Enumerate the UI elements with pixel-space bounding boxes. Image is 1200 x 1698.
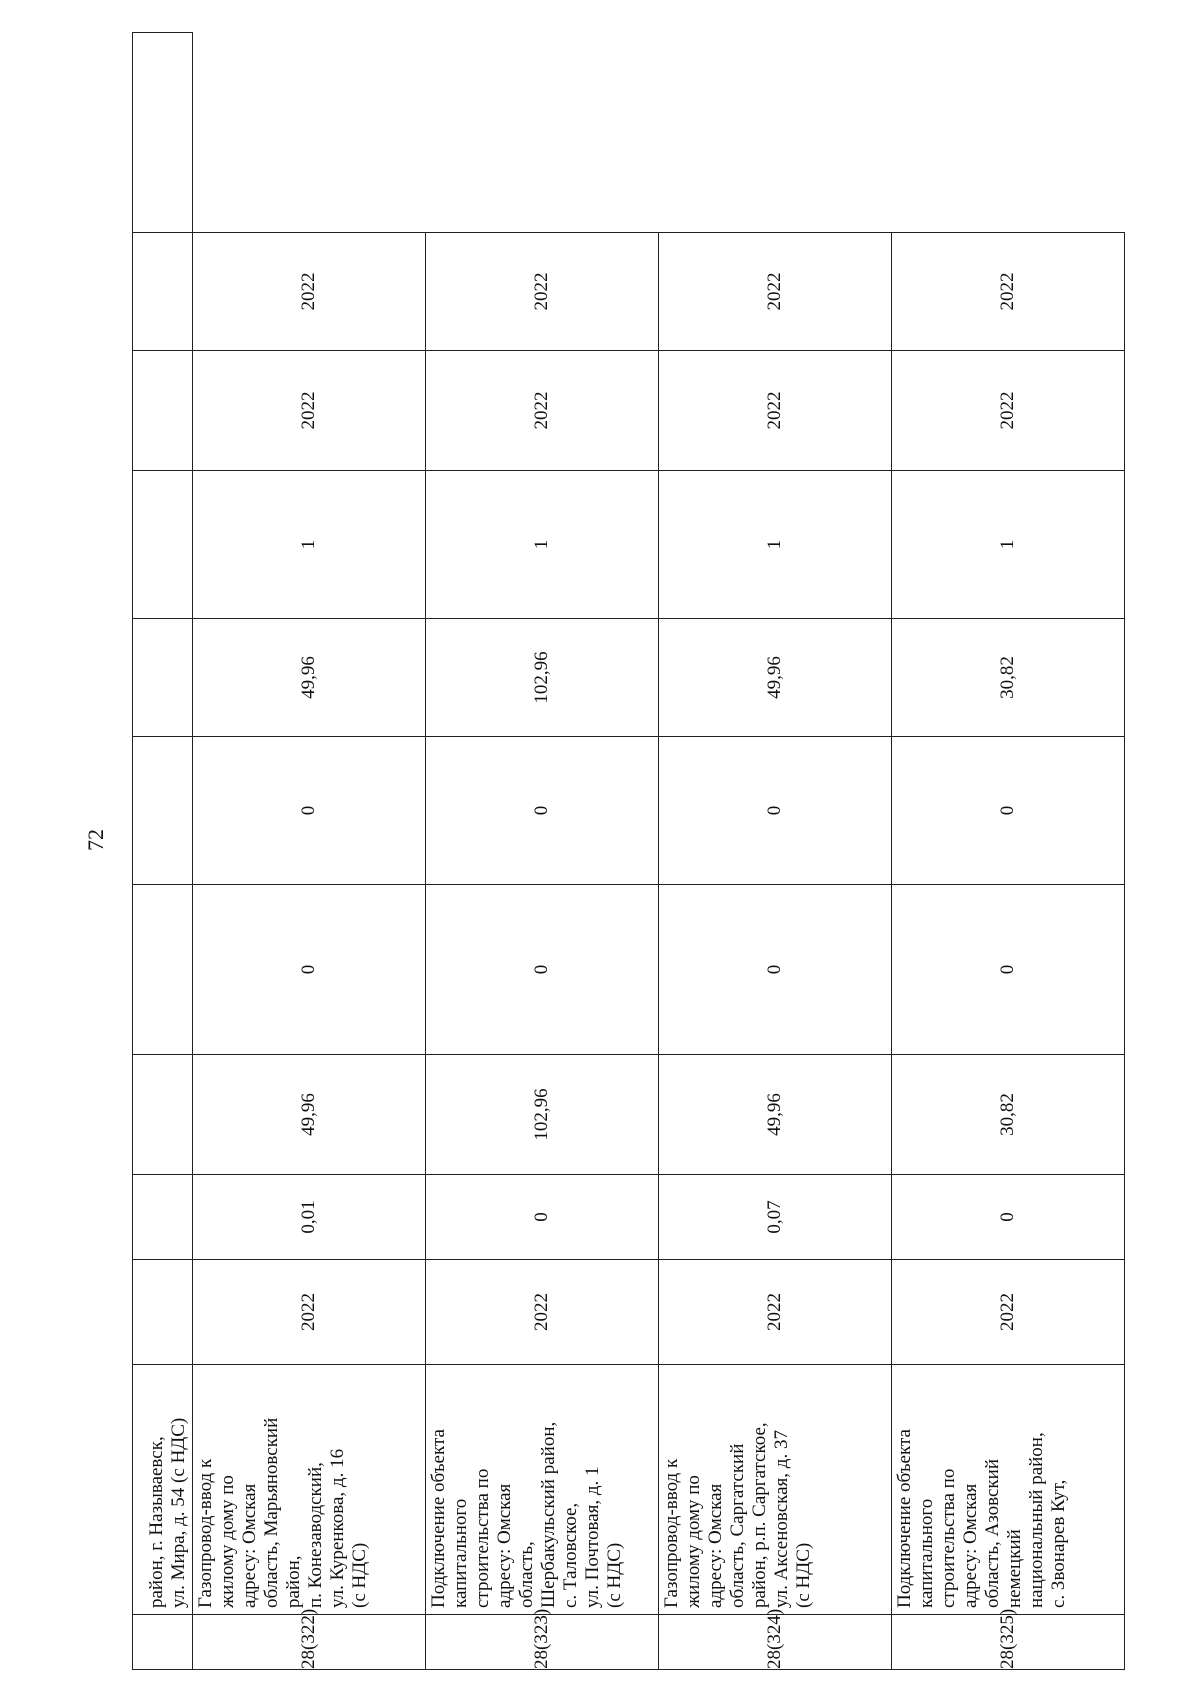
table-row [426, 33, 659, 1670]
table-row [892, 33, 1125, 1670]
address-line: строительства по [472, 1468, 493, 1608]
row-id-cell: 28(322) [193, 1615, 426, 1670]
address-line: немецкий [1004, 1529, 1025, 1608]
address-line: Подключение объекта [428, 1429, 449, 1608]
address-line: с. Таловское, [560, 1502, 581, 1608]
address-cell [892, 1365, 1125, 1615]
value-cell: 0,07 [659, 1175, 892, 1260]
address-line: национальный район, [1026, 1432, 1047, 1608]
year-start-cell: 2022 [659, 351, 892, 471]
data-table [132, 32, 1125, 1670]
address-cell [659, 1365, 892, 1615]
count-cell: 1 [193, 471, 426, 619]
rotated-table-container [132, 33, 1110, 1670]
value-cell: 0 [426, 737, 659, 885]
address-line: ул. Почтовая, д. 1 [582, 1466, 603, 1608]
year-cell: 2022 [193, 1260, 426, 1365]
address-line: ул. Аксеновская, д. 37 [771, 1430, 792, 1608]
address-cell [426, 1365, 659, 1615]
count-cell: 1 [426, 471, 659, 619]
address-line: Газопровод-ввод к [661, 1458, 682, 1608]
value-cell: 0 [193, 885, 426, 1055]
empty-cell [133, 1175, 193, 1260]
value-cell: 0 [659, 737, 892, 885]
empty-cell [133, 471, 193, 619]
empty-cell [133, 737, 193, 885]
value-cell: 49,96 [193, 619, 426, 737]
row-id-cell: 28(325) [892, 1615, 1125, 1670]
address-line: Шербакульский район, [538, 1421, 559, 1608]
value-cell: 0 [426, 1175, 659, 1260]
year-end-cell: 2022 [892, 233, 1125, 351]
address-line: строительства по [938, 1468, 959, 1608]
value-cell: 102,96 [426, 619, 659, 737]
address-line: жилому дому по [683, 1475, 704, 1608]
value-cell: 0,01 [193, 1175, 426, 1260]
year-end-cell: 2022 [659, 233, 892, 351]
value-cell: 0 [659, 885, 892, 1055]
empty-cell [133, 351, 193, 471]
year-cell: 2022 [892, 1260, 1125, 1365]
value-cell: 30,82 [892, 619, 1125, 737]
value-cell: 0 [892, 885, 1125, 1055]
year-end-cell: 2022 [426, 233, 659, 351]
empty-cell [133, 233, 193, 351]
empty-cell [133, 885, 193, 1055]
address-line: (с НДС) [349, 1542, 370, 1608]
address-line: (с НДС) [793, 1542, 814, 1608]
value-cell: 0 [193, 737, 426, 885]
year-start-cell: 2022 [892, 351, 1125, 471]
address-line: адресу: Омская [705, 1483, 726, 1608]
address-line: капитального [450, 1498, 471, 1608]
count-cell: 1 [892, 471, 1125, 619]
address-line: с. Звонарев Кут, [1048, 1479, 1069, 1608]
address-line: жилому дому по [217, 1475, 238, 1608]
value-cell: 102,96 [426, 1055, 659, 1175]
empty-cell [133, 619, 193, 737]
address-line: Подключение объекта [894, 1429, 915, 1608]
year-start-cell: 2022 [426, 351, 659, 471]
address-line: адресу: Омская [960, 1483, 981, 1608]
page-number: 72 [83, 829, 108, 851]
value-cell: 49,96 [193, 1055, 426, 1175]
value-cell: 49,96 [659, 1055, 892, 1175]
address-line: (с НДС) [604, 1542, 625, 1608]
year-end-cell: 2022 [193, 233, 426, 351]
address-cell [193, 1365, 426, 1615]
address-line: п. Конезаводский, [305, 1462, 326, 1608]
address-line: область, Марьяновский [261, 1417, 282, 1608]
empty-cell [133, 1260, 193, 1365]
address-line: Газопровод-ввод к [195, 1458, 216, 1608]
value-cell: 49,96 [659, 619, 892, 737]
empty-cell [133, 1055, 193, 1175]
address-line: район, г. Называевск, [146, 1436, 167, 1608]
address-line: район, р.п. Саргатское, [749, 1422, 770, 1608]
address-cell [133, 1365, 193, 1615]
row-id-cell: 28(323) [426, 1615, 659, 1670]
year-cell: 2022 [659, 1260, 892, 1365]
value-cell: 0 [426, 885, 659, 1055]
address-line: область, Саргатский [727, 1443, 748, 1608]
value-cell: 30,82 [892, 1055, 1125, 1175]
row-id-cell: 28(324) [659, 1615, 892, 1670]
continuation-row [133, 33, 193, 1670]
value-cell: 0 [892, 737, 1125, 885]
count-cell: 1 [659, 471, 892, 619]
address-line: адресу: Омская [494, 1483, 515, 1608]
address-line: район, [283, 1555, 304, 1608]
address-line: адресу: Омская [239, 1483, 260, 1608]
address-line: ул. Куренкова, д. 16 [327, 1448, 348, 1608]
id-cell [133, 1615, 193, 1670]
empty-cell [133, 33, 193, 233]
table-row [193, 33, 426, 1670]
address-line: ул. Мира, д. 54 (с НДС) [168, 1417, 189, 1608]
year-start-cell: 2022 [193, 351, 426, 471]
table-row [659, 33, 892, 1670]
address-line: область, Азовский [982, 1459, 1003, 1608]
address-line: капитального [916, 1498, 937, 1608]
value-cell: 0 [892, 1175, 1125, 1260]
address-line: область, [516, 1541, 537, 1608]
year-cell: 2022 [426, 1260, 659, 1365]
